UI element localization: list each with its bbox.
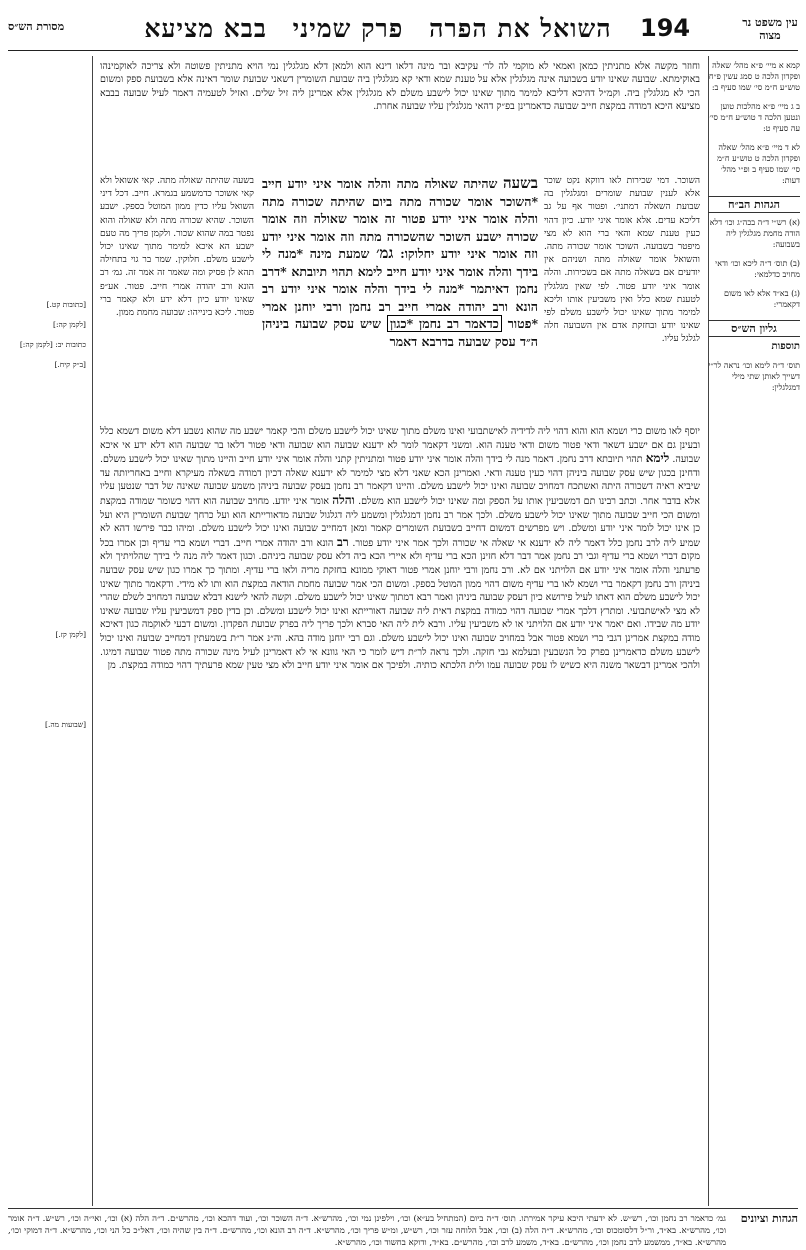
left-divider — [92, 56, 93, 1206]
right-margin — [708, 60, 800, 401]
top-commentary: וחוזר מקשה אלא מתניתין כמאן ואמאי לא מוקמי לה לר׳ עקיבא ובר מינה דלאו דינא הוא ולמאן דלא מגלגלין נמי הויא מתניתין פשוטה ולא צריכה לאוקמינהו באוקימתא. שבועה שאינו יודע בשבועה אינה מגלגלין אלא על טענת שמא ודאי קא מגלגלין ביה שבועת השומרין דשאני שבועת שומר דאינה אלא בשבועת ספק ומשום הכי לא מגלגלין ביה. וקמ״ל דהיכא דליכא למימר מתוך שאינו יכול לישבע משלם לא מגלגלין אלא אמרינן ליה זיל שלים. ואזיל לטעמיה דאמר לעיל שבועה בבבא מציעא היכא דמודה במקצת חייב שבועה כדאמרינן בפ״ק דהאי מגלגלין עליו שבועה אחרת. — [100, 61, 700, 113]
boxed-phrase: כדאמר רב נחמן *כגון — [387, 315, 502, 332]
tosafot-column: בשעה שהיתה שאולה מתה. קאי אשואל ולא קאי אשוכר כדמשמע בגמרא. חייב. דכל דיני השואל עליו כדין ממון המוטל בספק. ישבע השוכר. שהיא שכורה מתה ולא שאולה והוא נפטר במה שהוא שכור. ולקמן פריך מה טעם ישבע הא איכא למימר מתוך שאינו יכול לישבע משלם. חלוקין. שמר בר גוי בתחילה תהא לן פסיק ומה שאמר זה אמר זה. גמ׳ רב הונא ורב יהודה אמרי חייב. פטור. אע״פ שאינו יודע כיון דלא ידע ולא קאמר ברי פטור. ליכא בינייהו: שבועה מחמת ממון. — [100, 176, 254, 319]
title-chapter-number: פרק שמיני — [292, 14, 404, 43]
commentary-paragraph: אומר איני יודע. מחויב שבועה הוא דהוי כשומר שמודה במקצת ומשום הכי חייב שבועה מתוך שאינו יכול לישבע משלם. ולכך אמר רב נחמן דמגלגלין ומשמע ליה דגלגול שבועה מדאורייתא הוא ועל כרחך שבועת השומרין היא ועל כן אינו יכול לומר איני יודע ומשלם. ויש מפרשים דמשום דחייב בשבועת השומרים קאמר ומאן דמחייב שבועה ואינו יכול לישבע משלם. ומיהו כבר פירשו דהא לא שמיע ליה לרב נחמן כלל דאמר ליה לא ידענא אי שאלה אי שכורה ולכך אמר איני יודע פטור. — [100, 495, 700, 549]
footer-notes — [8, 1208, 798, 1249]
bach-note: (א) רש״י ד״ה בכה״ג וכו׳ דלא הודה מחמת מגלגלין ליה בשבועה: — [709, 218, 800, 249]
title-tractate: בבא מציעא — [144, 14, 267, 43]
cross-reference: [כתובות קט.] — [46, 300, 86, 309]
commentary-lead: יוסף לאו משום כרי ושמא הוא והוא דהוי ליה לדידיה לאישתבועי ואינו משלם מתוך שאינו יכול לישבע משלם והכי קאמר ישבע מה שהוא נשבע דלא משום דשמא כלל ובעינן גם אם ישבע דשאר ודאי פטור משום ודאי טענה הוא. ומשני דקאמר לומר לא ידענא שבועה הוא שבועה ודאי פטור דלאו בר שבועה הוא דלא ידע אי איכא שבועה. — [100, 426, 700, 466]
gemara-opening-word: בשעה — [503, 174, 539, 192]
gemara-label: גמ׳ — [376, 244, 394, 262]
left-margin — [6, 300, 86, 740]
dibbur-hamatchil: רב — [336, 534, 349, 549]
masoret-hashas-label: מסורת הש״ס — [8, 20, 65, 33]
bach-note: (ב) תוס׳ ד״ה ליכא וכו׳ ודאי מחויב כדלמאי: — [715, 259, 800, 279]
commentary-paragraph: ומשום הכי אמר שבועה מחמת הודאה במקצת הוא ותו לא מידי. ודקאמר מתוך שאינו יכול לישבע משלם הוא דאתו לעיל פירושא כיון דעסק שבועה ביניהן ואמר רבא דמתוך שאינו יכול לישבע משלם. וקשה להאי לישנא דבלא שבועה דמחויב לשלם שהרי לא מצי לאישתבועי. ומתרץ דלכך אמרי שבועה דהוי כמודה במקצת דאית ליה שבועה דאורייתא ואינו יכול לישבע ומשלם. וכן בדין ספק דמשביעין עליו שבועה שאינו יודע מה שבידו. ואם יאמר איני יודע אם הלויתני או לא משביעין עליו. ורבא לית ליה האי סברא ולכך פריך ליה בפרק שבועת הפקדון. — [100, 578, 700, 631]
cross-reference: [לקמן קה:] — [53, 320, 86, 329]
commentary-paragraph: תהוי תיובתא דרב נחמן. דאמר מנה לי בידך והלה אומר איני יודע פטור ומתניתין קתני והלה אומר איני יודע חייב והיינו מתוך שאינו יכול לישבע משלם. ודחינן בכגון שיש עסק שבועה ביניהן דהוי כעין טענה ודאי. ואמרינן הכא שאני דלא מצי למימר לא ידענא שאלה דכיון דמודה בשאלה מעיקרא וחייב באחריותה עד שיביא ראיה דשכורה היתה ואשתכח דמחויב שבועה ואינו יכול לישבע משלם. והיינו דקאמר רב נחמן בעסק שבועה ביניהן משמע שבועה שאינה של דבר שנטען עליו אלא בדבר אחר. וכתב רבינו תם דמשביעין אותו על הספק ומה שאינו יכול לישבע הוא משלם. — [100, 454, 700, 507]
dibbur-hamatchil: והלה — [332, 492, 355, 507]
page-title — [118, 14, 638, 44]
bach-title: הגהות הב״ח — [708, 196, 800, 213]
cross-reference: [שבועות מה.] — [45, 720, 86, 729]
ein-mishpat-entry: ב ג מיי׳ פ״א מהלכות טוען ונטען הלכה ד טוש״ע ח״מ סי׳ עה סעיף ט: — [709, 102, 800, 133]
footer-text: גמ׳ כדאמר רב נחמן וכו׳, רש״ש. לא ידעתי היכא עיקר אמירתו. תוס׳ ד״ה ביום (המתחיל בע״א) וכו׳, וילפינן נמי וכו׳, מהרש״א. ד״ה השוכר וכו׳, ועוד דהכא וכו׳, מהרש״ם. ד״ה הלה (א) וכו׳, ואי״ה וכו׳, רש״ש. ד״ה אומר וכו׳, מהרש״א. בא״ד, ור״ל דלסומכוס וכו׳, מהרש״א. ד״ה הלה (ב) וכו׳, אבל הלוחה עזר וכו׳, רש״ש, ומ״ש פריך וכו׳, מהרש״א. ד״ה רב הונא וכו׳, מהרש״ם. ד״ה בין שהיה וכו׳, דאל״כ כל הני וכו׳, מהרש״א. ד״ה דמוקי וכו׳, מהרש״א. בא״ד, ממשמע לרב נחמן וכו׳, מהרש״ם. בא״ד, משמע לרב וכו׳, מהרש״ם. בא״ד, ודוקא בחשוד וכו׳, מהרש״א. — [8, 1214, 726, 1248]
bottom-commentary — [100, 425, 700, 673]
mishnah-text: שהיתה שאולה מתה והלה אומר איני יודע חייב *השוכר אומר שכורה מתה ביום שהיתה שכורה מתה והלה אומר איני יודע פטור זה אומר שאולה וזה אומר שכורה ישבע השוכר שהשכורה מתה וזה אומר איני יודע וזה אומר איני יודע יחלוקו: — [262, 176, 538, 261]
ein-mishpat-label: עין משפט נר מצוה — [742, 16, 798, 42]
gilyon-tosafot-label: תוספות — [771, 341, 800, 352]
ein-mishpat-entry: לא ד מיי׳ פ״א מהל׳ שאלה ופקדון הלכה ט טוש״ע ח״מ סי׳ שמו סעיף ב ופ״י מהל׳ דעות: — [717, 143, 800, 185]
cross-reference: [לקמן קז.] — [55, 630, 86, 639]
title-chapter-name: השואל את הפרה — [429, 14, 612, 43]
catchword: מן — [107, 660, 116, 672]
footer-label: הגהות וציונים — [740, 1212, 798, 1225]
gemara-body-end: שיש עסק שבועה ביניהן ה״ד עסק שבועה בדרבא דאמר — [262, 316, 538, 349]
gilyon-title: גליון הש״ס — [708, 320, 800, 337]
ein-mishpat-entry: קמא א מיי׳ פ״א מהל׳ שאלה ופקדון הלכה ט סמג עשין פ״ח טוש״ע ח״מ סי׳ שמו סעיף ב: — [708, 61, 800, 92]
dibbur-hamatchil: לימא — [645, 451, 670, 466]
commentary-paragraph: ומשום דבעי לאוקמה כגון דאיכא מודה במקצת אמרינן דגבי ברי ושמא פטור אבל במחויב שבועה ואינו יכול לישבע משלם. וגם רבי יוחנן מודה בהא. וה״נ אמר ר״ת בשמעתין דמחייב שבועה ואינו יכול לישבע משלם כדאמרינן בפרק כל הנשבעין ובעלמא גבי חזקה. ולכך נראה לר״ת דיש לומר כי האי גוונא אי לא דאמרינן לעיל מינה שכורה מתה פטור שבועה דמיגו. ולהכי אמרינן דבשאר משנה היא כשיש לו עסק שבועה עמו ולית הלכתא כותיה. ולפיכך אם אומר איני יודע חייב ולא מצי טעין שמא פרעתיך דהוי כמודה במקצת. — [100, 619, 700, 672]
gemara-text — [262, 175, 538, 350]
rashi-column: השוכר. דמי שכירות לאו דווקא נקט שוכר אלא לענין שבועת שומרים ומגלגלין בה שבועת השאלה דמתני׳. ופטור אף על גב דליכא עדים. אלא אומר איני יודע. כיון דהוי כעין טענת שמא והאי ברי הוא לא מצי מיפטר בשבועה. השוכר אומר שכורה מתה. והשואל אומר שאולה מתה ושניהם אין יודעים אם בשאלה מתה אם בשכירות. והלה אומר איני יודע פטור. לפי שאין מגלגלין לטענת שמא כלל ואין משביעין אותו וליכא למימר מתוך שאינו יכול לישבע משלם לפי שאינו יודע ובחזקת אדם אין השבועה חלה לגלגל עליו. — [544, 176, 700, 345]
page-number: 194 — [640, 14, 691, 42]
cross-reference: כתובות יב: [לקמן קה:] — [19, 340, 86, 349]
bach-note: (ג) בא״ד אלא לאו משום דקאמרי: — [724, 289, 800, 309]
page-header — [8, 14, 798, 51]
gilyon-note: תוס׳ ד״ה לימא וכו׳ נראה לר״י דשייך לאותן שתי מילי דמגלגלין: — [708, 361, 800, 392]
gemara-body: שמעת מינה *מנה לי בידך והלה אומר איני יודע חייב לימא תהוי תיובתא *דרב נחמן דאיתמר *מנה לי בידך והלה אומר איני יודע רב הונא ורב יהודה אמרי חייב רב נחמן ורבי יוחנן אמרי *פטור — [262, 246, 538, 331]
commentary-paragraph: הונא ורב יהודה אמרי חייב. דברי ושמא ברי עדיף וכן אמרו בכל מקום דברי ושמא ברי עדיף וגבי רב נחמן אמר דבר דלא חזינן הכא ברי עדיף ולא איירי הכא ביה דלא עסק שבועה ביניהם. וכגון דאמר ליה מנה לי בידך שהלויתיך ולא פרעתני והלה אומר איני יודע אם הלויתני אם לא. ורב נחמן ורבי יוחנן אמרי פטור דאוקי ממונא בחזקת מריה ולאו ברי עדיף. ומתוך כך אמרו כגון שיש עסק שבועה ביניהן ורב נחמן דקאמר ברי ושמא לאו ברי עדיף משום דהוי ממון המוטל בספק. — [100, 537, 700, 590]
cross-reference: [ב״ק קיח.] — [54, 360, 86, 369]
